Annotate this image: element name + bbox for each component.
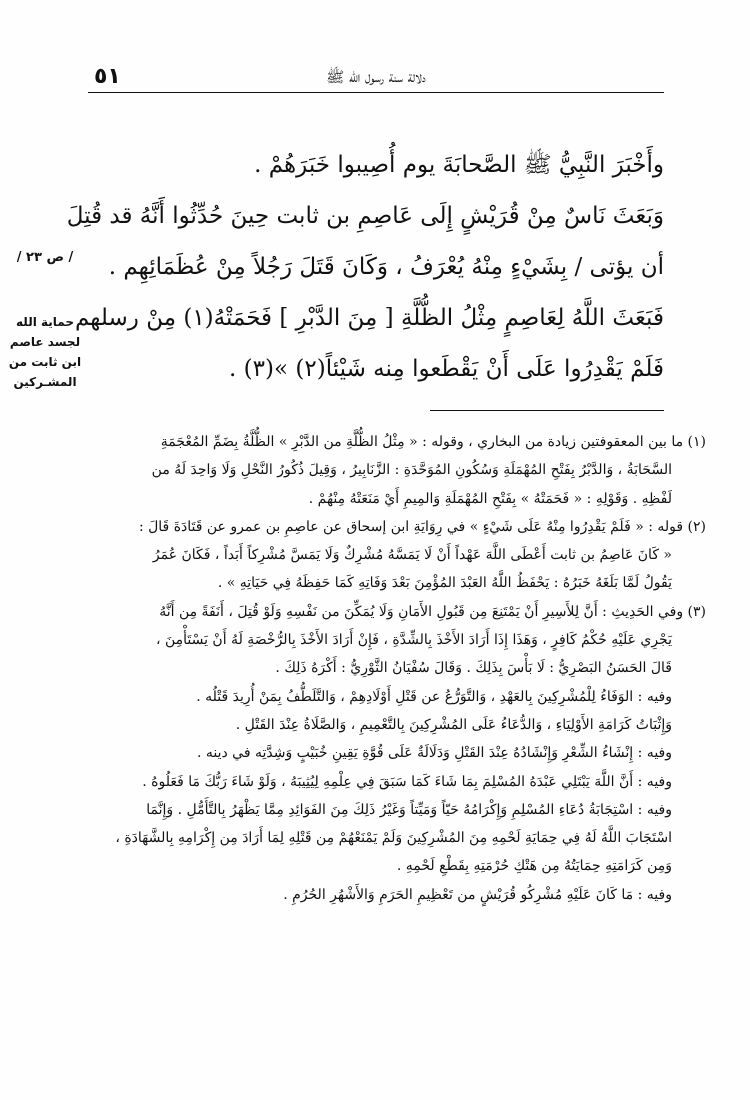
- running-title: دلالة سنة رسول الله ﷺ: [326, 68, 426, 86]
- page-header: [88, 62, 664, 94]
- footnote-line: يَجْرِي عَلَيْهِ حُكْمُ كَافِرٍ ، وَهَذَا إِذَا أَرَادَ الأَخْذَ بِالشِّدَّةِ ، فَإِنْ أَرَادَ الأَخْذَ بِالرُّخْصَةِ لَهُ أَنْ يَسْتَأْمِنَ ،: [155, 632, 672, 649]
- footnote-line: السَّحَابَةُ ، وَالدَّبْرُ بِفَتْحِ المُهْمَلَةِ وَسُكُونِ المُوَحَّدَةِ : الزَّنَابِيرُ ، وَقِيلَ ذُكُورُ النَّحْلِ وَلَا وَاحِدَ لَهُ من: [151, 462, 672, 479]
- footnotes: [60, 428, 706, 909]
- footnote-line: وفيه : اسْتِجَابَةُ دُعَاءِ المُسْلِمِ وَإِكْرَامُهُ حَيّاً وَمَيِّتاً وَغَيْرُ ذَلِكَ مِنَ الفَوَائِدِ مِمَّا يَظْهَرُ بِالتَّأَمُّلِ . وَإِنَّمَا: [146, 801, 672, 818]
- margin-heading: [8, 312, 82, 392]
- margin-heading-line: المشـركين: [13, 375, 77, 389]
- footnote-line: اسْتَجَابَ اللَّهُ لَهُ فِي حِمَايَةِ لَحْمِهِ مِنَ المُشْرِكِينَ وَلَمْ يَمْنَعْهُمْ مِن قَتْلِهِ لِمَا أَرَادَ مِن إِكْرَامِهِ بِالشَّهَادَةِ ،: [115, 830, 672, 847]
- footnote-line: (٣) وفي الحَدِيثِ : أَنَّ لِلأَسِيرِ أَنْ يَمْتَنِعَ مِن قَبُولِ الأَمَانِ وَلَا يُمَكِّنَ من نَفْسِهِ وَلَوْ قُتِلَ ، أَنَفَةً مِن أَنَّهُ: [159, 603, 706, 620]
- footnote-line: (١) ما بين المعقوفتين زيادة من البخاري ، وقوله : « مِثْلُ الظُّلَّةِ من الدَّبْرِ » الظُّلَّةُ بِضَمِّ المُعْجَمَةِ: [160, 434, 706, 450]
- footnote-line: وَمِن كَرَامَتِهِ حِمَايَتُهُ مِن هَتْكِ حُرْمَتِهِ بِقَطْعِ لَحْمِهِ .: [396, 858, 672, 875]
- footnote-separator: [430, 410, 664, 411]
- footnote-line: وفيه : مَا كَانَ عَلَيْهِ مُشْرِكُو قُرَيْشٍ من تَعْظِيمِ الحَرَمِ وَالأَشْهُرِ الحُرُمِ .: [283, 886, 672, 903]
- page-number: ٥١: [94, 64, 121, 89]
- main-text-line: فَلَمْ يَقْدِرُوا عَلَى أَنْ يَقْطَعوا مِنه شَيْئاً(٢) »(٣) .: [229, 356, 664, 382]
- main-text: [66, 140, 664, 395]
- footnote-line: « كَانَ عَاصِمُ بن ثابت أَعْطَى اللَّهَ عَهْداً أَنْ لَا يَمَسَّهُ مُشْرِكٌ وَلَا يَمَسَّ مُشْرِكاً أَبَداً ، فَكَانَ عُمَرُ: [152, 547, 672, 564]
- footnote-line: وفيه : أَنَّ اللَّهَ يَبْتَلِي عَبْدَهُ المُسْلِمَ بِمَا شَاءَ كَمَا سَبَقَ فِي عِلْمِهِ لِيُثِيبَهُ ، وَلَوْ شَاءَ رَبُّكَ مَا فَعَلُوهُ .: [142, 773, 672, 790]
- main-text-line: فَبَعَثَ اللَّهُ لِعَاصِمٍ مِثْلُ الظُّلَّةِ [ مِنَ الدَّبْرِ ] فَحَمَتْهُ(١) مِنْ رسلهم: [74, 305, 664, 331]
- footnote-line: يَقُولُ لَمَّا بَلَغَهُ خَبَرُهُ : يَحْفَظُ اللَّهُ العَبْدَ المُؤْمِنَ بَعْدَ وَفَاتِهِ كَمَا حَفِظَهُ فِي حَيَاتِهِ » .: [217, 575, 672, 592]
- footnote-line: (٢) قوله : « فَلَمْ يَقْدِرُوا مِنْهُ عَلَى شَيْءٍ » في رِوَايَةِ ابن إسحاق عن عاصِمِ بن عمرو عن قَتَادَةَ قَالَ :: [138, 518, 706, 535]
- footnote-line: وفيه : إِنْشَاءُ الشِّعْرِ وَإِنْشَادُهُ عِنْدَ القَتْلِ وَدَلَالَةٌ عَلَى قُوَّةِ يَقِينِ خُبَيْبٍ وَشِدَّتِه في دينه .: [196, 745, 672, 762]
- footnote-line: وَإِثْبَاتُ كَرَامَةِ الأَوْلِيَاءِ ، وَالدُّعَاءُ عَلَى المُشْرِكِينَ بِالتَّعْمِيمِ ، وَالصَّلَاةُ عِنْدَ القَتْلِ .: [235, 716, 672, 733]
- main-text-line: وَبَعَثَ نَاسٌ مِنْ قُرَيْشٍ إِلَى عَاصِمِ بن ثابت حِينَ حُدِّثُوا أَنَّهُ قد قُتِلَ: [66, 203, 664, 229]
- footnote-line: وفيه : الوَفَاءُ لِلْمُشْرِكِينَ بِالعَهْدِ ، وَالتَّوَرُّعُ عن قَتْلِ أَوْلَادِهِمْ ، وَالتَّلَطُّفُ بِمَنْ أُرِيدَ قَتْلُه .: [196, 688, 672, 705]
- margin-heading-line: ابن ثابت من: [8, 355, 82, 369]
- header-rule: [88, 92, 664, 93]
- main-text-line: وأَخْبَرَ النَّبِيُّ ﷺ الصَّحابَةَ يوم أُصِيبوا خَبَرَهُمْ .: [254, 152, 664, 178]
- margin-heading-line: لجسد عاصم: [9, 335, 81, 349]
- margin-heading-line: حماية الله: [16, 315, 74, 329]
- footnote-line: قَالَ الحَسَنُ البَصْرِيُّ : لَا بَأْسَ بِذَلِكَ . وَقَالَ سُفْيَانُ الثَّوْرِيُّ : أَكْرَهُ ذَلِكَ .: [275, 660, 672, 677]
- margin-page-reference: / ص ٢٣ /: [16, 250, 74, 265]
- footnote-line: لَفْظِهِ . وَقَوْلِهِ : « فَحَمَتْهُ » بِفَتْحِ المُهْمَلَةِ وَالمِيمِ أَيْ مَنَعَتْهُ مِنْهُمْ .: [308, 490, 672, 507]
- main-text-line: أن يؤتى / بِشَيْءٍ مِنْهُ يُعْرَفُ ، وَكَانَ قَتَلَ رَجُلاً مِنْ عُظَمَائِهِم .: [108, 254, 664, 280]
